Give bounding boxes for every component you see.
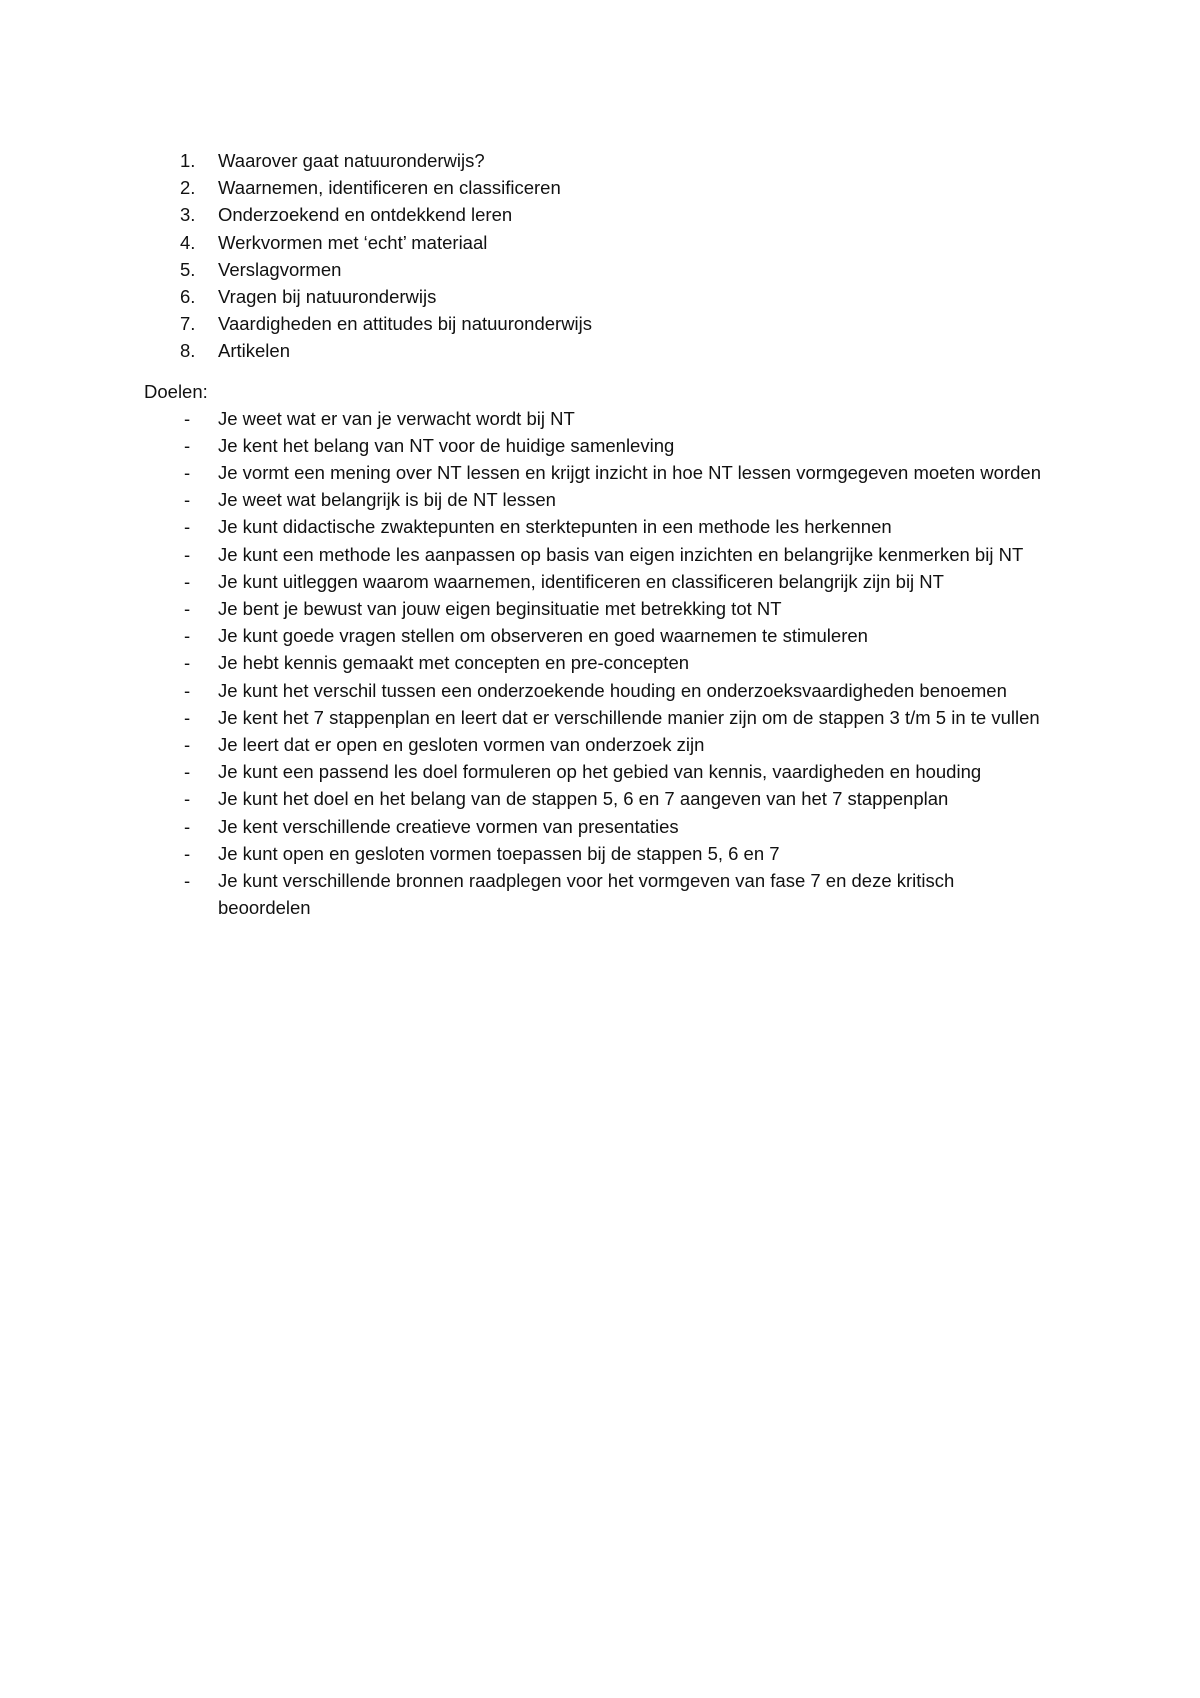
bullet-dash: - [184,570,191,592]
goal-text: Je kunt open en gesloten vormen toepassen bij de stappen 5, 6 en 7 [218,842,780,864]
topic-item [144,174,1050,201]
bullet-dash: - [184,733,191,755]
bullet-dash: - [184,407,191,429]
goal-item [144,622,1050,649]
goal-item [144,405,1050,432]
goal-text: Je hebt kennis gemaakt met concepten en pre-concepten [218,652,690,674]
goal-text: Je vormt een mening over NT lessen en krijgt inzicht in hoe NT lessen vormgegeven moeten worden [218,461,1041,483]
goal-item [144,677,1050,704]
topic-item [144,229,1050,256]
goal-item [144,840,1050,867]
goal-item [144,704,1050,731]
topic-number: 4. [180,231,196,253]
topic-text: Waarnemen, identificeren en classificeren [218,177,561,199]
topic-item [144,256,1050,283]
bullet-dash: - [184,434,191,456]
bullet-dash: - [184,543,191,565]
topic-text: Vaardigheden en attitudes bij natuuronderwijs [218,313,593,335]
topic-text: Artikelen [218,340,290,362]
bullet-dash: - [184,869,191,891]
goal-text: Je kent het 7 stappenplan en leert dat er verschillende manier zijn om de stappen 3 t/m 5 in te vullen [218,706,1040,728]
goal-text: Je leert dat er open en gesloten vormen van onderzoek zijn [218,733,705,755]
topic-number: 3. [180,204,196,226]
goal-text: Je kent het belang van NT voor de huidige samenleving [218,434,675,456]
goal-item [144,758,1050,785]
goal-text: Je bent je bewust van jouw eigen beginsituatie met betrekking tot NT [218,597,782,619]
bullet-dash: - [184,815,191,837]
goal-text: Je kunt een methode les aanpassen op basis van eigen inzichten en belangrijke kenmerken bij NT [218,543,1024,565]
topic-item [144,147,1050,174]
goal-text: Je kunt het doel en het belang van de stappen 5, 6 en 7 aangeven van het 7 stappenplan [218,788,949,810]
goal-item [144,785,1050,812]
goal-item [144,486,1050,513]
bullet-dash: - [184,706,191,728]
bullet-dash: - [184,761,191,783]
topic-number: 2. [180,177,196,199]
topic-number: 6. [180,285,196,307]
goal-text: Je kunt goede vragen stellen om observeren en goed waarnemen te stimuleren [218,625,868,647]
topic-item [144,283,1050,310]
bullet-dash: - [184,597,191,619]
goal-text: Je kent verschillende creatieve vormen van presentaties [218,815,679,837]
goals-heading: Doelen: [144,380,208,402]
topic-text: Werkvormen met ‘echt’ materiaal [218,231,488,253]
goal-text: Je weet wat er van je verwacht wordt bij NT [218,407,575,429]
bullet-dash: - [184,516,191,538]
bullet-dash: - [184,625,191,647]
goal-text: Je kunt uitleggen waarom waarnemen, identificeren en classificeren belangrijk zijn bij NT [218,570,944,592]
topic-item [144,310,1050,337]
goal-item [144,459,1050,486]
topic-list [144,147,1050,365]
topic-item [144,201,1050,228]
goal-item [144,541,1050,568]
goal-item [144,649,1050,676]
topic-number: 8. [180,340,196,362]
goals-list [144,405,1050,922]
topic-number: 7. [180,313,196,335]
bullet-dash: - [184,679,191,701]
goal-item [144,813,1050,840]
goal-item [144,867,1050,921]
topic-item [144,337,1050,364]
goal-item [144,731,1050,758]
topic-text: Vragen bij natuuronderwijs [218,285,437,307]
bullet-dash: - [184,842,191,864]
topic-text: Verslagvormen [218,258,342,280]
bullet-dash: - [184,652,191,674]
goal-item [144,568,1050,595]
goal-text: Je kunt het verschil tussen een onderzoekende houding en onderzoeksvaardigheden benoemen [218,679,1007,701]
bullet-dash: - [184,489,191,511]
topic-text: Onderzoekend en ontdekkend leren [218,204,513,226]
goal-item [144,513,1050,540]
goal-text: Je weet wat belangrijk is bij de NT lessen [218,489,556,511]
goal-item [144,432,1050,459]
bullet-dash: - [184,788,191,810]
goal-text: Je kunt een passend les doel formuleren op het gebied van kennis, vaardigheden en houding [218,761,982,783]
goal-text: Je kunt verschillende bronnen raadplegen voor het vormgeven van fase 7 en deze kritisch beoordelen [218,869,955,919]
goal-item [144,595,1050,622]
topic-text: Waarover gaat natuuronderwijs? [218,150,485,171]
topic-number: 5. [180,258,196,280]
bullet-dash: - [184,461,191,483]
topic-number: 1. [180,150,196,171]
goal-text: Je kunt didactische zwaktepunten en sterktepunten in een methode les herkennen [218,516,892,538]
